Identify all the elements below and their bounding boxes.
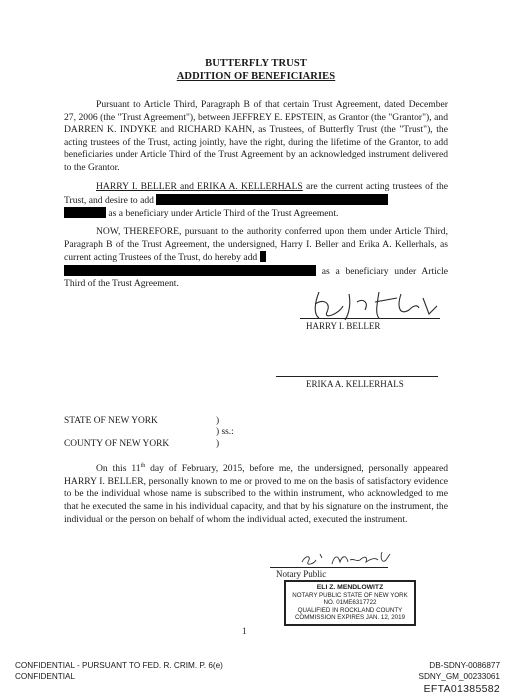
trustee-names: HARRY I. BELLER and ERIKA A. KELLERHALS xyxy=(96,181,303,192)
venue-ss: ) ss.: xyxy=(216,427,234,437)
footer-doc-id: DB-SDNY-0086877 xyxy=(429,661,500,670)
redaction-block xyxy=(64,207,106,218)
notary-signature-line xyxy=(270,567,388,568)
signer1-name: HARRY I. BELLER xyxy=(306,321,381,331)
trustees-text-end: as a beneficiary under Article Third of the Trust Agreement. xyxy=(106,208,339,220)
notary-label: Notary Public xyxy=(276,569,327,579)
trustees-text: are the current acting trustees of the Trust, and desire to add xyxy=(64,181,448,206)
venue-state: STATE OF NEW YORK xyxy=(64,416,158,426)
venue-paren: ) xyxy=(216,416,220,426)
page-number: 1 xyxy=(242,626,247,636)
stamp-line: COMMISSION EXPIRES JAN. 12, 2019 xyxy=(294,614,406,622)
redaction-block xyxy=(156,194,388,205)
stamp-line: QUALIFIED IN ROCKLAND COUNTY xyxy=(297,606,403,614)
notary-text-rest: day of February, 2015, before me, the undersigned, personally appeared HARRY I. BELLER, personally known to me or proved to me on the basis of satisfactory evidence to be the individual whose name is subscribed to the within instrument, who acknowledged to me that he executed the same in his individual capacity, and that by his signature on the instrument, the individual or the person on behalf of whom the individual acted, executed the instrument. xyxy=(64,463,449,525)
stamp-name: ELI Z. MENDLOWITZ xyxy=(316,584,384,591)
venue-county: COUNTY OF NEW YORK xyxy=(64,439,170,449)
stamp-line: NOTARY PUBLIC STATE OF NEW YORK xyxy=(292,591,408,599)
paragraph-trustees xyxy=(64,181,448,221)
stamp-line: NO. 01ME6317722 xyxy=(323,599,377,607)
paragraph-intro xyxy=(64,99,448,175)
signer2-name: ERIKA A. KELLERHALS xyxy=(306,379,404,389)
signature-line xyxy=(300,318,440,319)
paragraph-intro-text: Pursuant to Article Third, Paragraph B of that certain Trust Agreement, dated December 27, 2006 (the "Trust Agreement"), between JEFFREY E. EPSTEIN, as Grantor (the "Grantor"), and DARREN K. INDYKE and RICHARD KAHN, as Trustees, of Butterfly Trust (the "Trust"), the acting trustees of the Trust, acting jointly, have the right, during the lifetime of the Grantor, to add beneficiaries under Article Third of the Trust Agreement by an acknowledged instrument delivered to the Grantor. xyxy=(64,99,448,173)
venue-paren: ) xyxy=(216,439,220,449)
redaction-block xyxy=(260,251,266,262)
document-subtitle xyxy=(0,71,512,82)
paragraph-notary xyxy=(64,460,448,526)
notary-stamp xyxy=(284,580,416,626)
footer-sdny-id: SDNY_GM_00233061 xyxy=(418,672,500,681)
therefore-text: NOW, THEREFORE, pursuant to the authority conferred upon them under Article Third, Paragraph B of the Trust Agreement, the undersigned, Harry I. Beller and Erika A. Kellerhals, as current acting Trustees of the Trust, do hereby add xyxy=(64,226,448,264)
signature-line xyxy=(276,376,438,377)
footer-confidential-rule: CONFIDENTIAL - PURSUANT TO FED. R. CRIM. P. 6(e) xyxy=(15,661,223,670)
footer-bates-number: EFTA01385582 xyxy=(423,683,500,695)
footer-confidential: CONFIDENTIAL xyxy=(15,672,76,681)
document-title: BUTTERFLY TRUST xyxy=(205,58,307,69)
notary-sup: th xyxy=(140,463,146,469)
subtitle-text: ADDITION OF BENEFICIARIES xyxy=(176,71,336,82)
notary-text: On this 11 xyxy=(96,463,141,475)
redaction-block xyxy=(64,265,316,276)
therefore-text-end: as a beneficiary under Article Third of the Trust Agreement. xyxy=(64,265,448,290)
paragraph-therefore xyxy=(64,226,448,291)
